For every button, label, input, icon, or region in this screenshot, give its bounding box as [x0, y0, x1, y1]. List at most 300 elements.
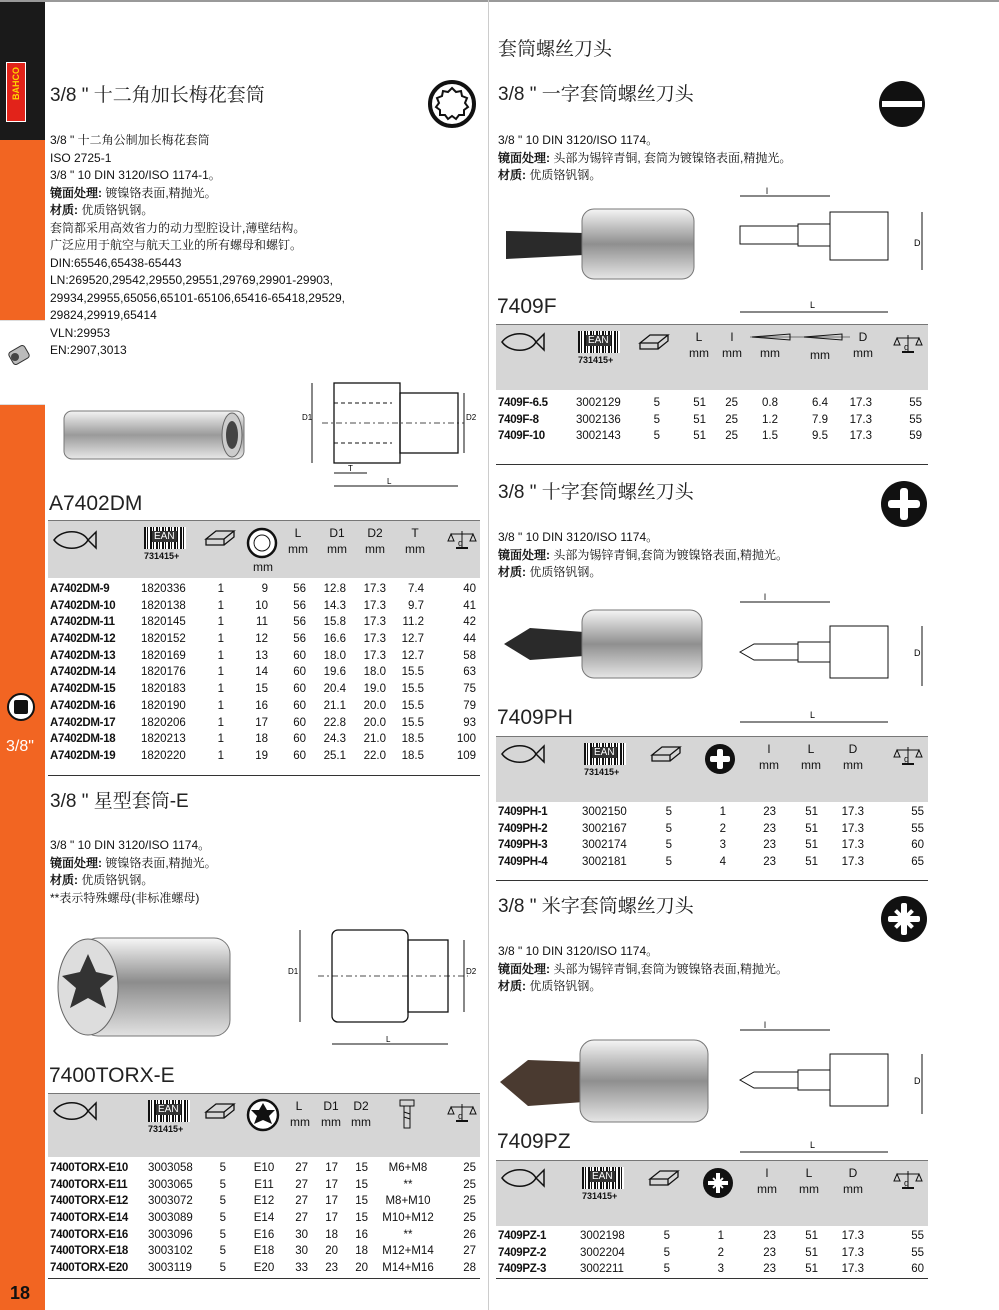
blade-profile-icon: [750, 331, 850, 343]
cell-l: 56: [293, 616, 306, 629]
cell-pack: 1: [217, 666, 224, 679]
table-row: [48, 748, 480, 765]
cell-size: E14: [253, 1212, 275, 1225]
cell-ean: 3002198: [580, 1230, 625, 1242]
cell-pack: 1: [217, 633, 224, 646]
cell-article: A7402DM-19: [50, 749, 116, 762]
table-row: [48, 1260, 480, 1277]
cell-l: 60: [293, 649, 306, 662]
col-unit: mm: [760, 346, 780, 360]
cell-article: 7409PH-1: [498, 806, 548, 818]
dim-label-d1: D1: [302, 413, 313, 422]
cell-weight: 59: [909, 430, 922, 443]
cell-weight: 55: [909, 413, 922, 426]
ean-code: 731415+: [584, 767, 620, 777]
finish-label: 镜面处理:: [50, 855, 102, 870]
cell-size: 4: [719, 856, 726, 869]
ean-barcode: [578, 331, 628, 367]
material-label: 材质:: [498, 168, 526, 182]
cell-pack: 5: [653, 397, 660, 409]
cell-article: 7409PZ-1: [498, 1230, 547, 1242]
col-unit: mm: [843, 758, 863, 772]
cell-d1: 15.8: [323, 616, 346, 629]
ean-barcode: [148, 1100, 198, 1136]
dim-label-t: T: [348, 464, 353, 473]
cell-thread: M12+M14: [382, 1245, 434, 1258]
table-row: [48, 1177, 480, 1194]
table-row: [48, 681, 480, 698]
col-unit: mm: [801, 758, 821, 772]
col-header-l: L: [805, 1166, 813, 1180]
description: [498, 943, 938, 996]
cell-l: 56: [293, 633, 306, 646]
col-header-d2: D2: [353, 1099, 369, 1113]
cell-d2: 15: [355, 1212, 368, 1225]
ean-code: 731415+: [148, 1124, 184, 1134]
cell-size: 14: [255, 666, 268, 679]
ean-code: 731415+: [144, 551, 180, 561]
table-row: [48, 598, 480, 615]
cell-d: 17.3: [849, 430, 872, 443]
col-header-l-small: l: [767, 742, 771, 756]
cell-pack: 1: [217, 616, 224, 629]
table-row: [48, 1210, 480, 1227]
table-row: [48, 1160, 480, 1177]
cell-l: 60: [293, 683, 306, 696]
cell-weight: 65: [911, 856, 924, 869]
cell-t: 15.5: [401, 716, 424, 729]
table-row: [48, 581, 480, 598]
cell-weight: 41: [463, 599, 476, 612]
cell-article: 7409PH-4: [498, 856, 548, 869]
col-unit-g: g: [458, 538, 464, 548]
desc-line: 3/8 " 10 DIN 3120/ISO 1174。: [498, 530, 659, 544]
cell-size: 16: [255, 699, 268, 712]
col-unit-g: g: [904, 1178, 910, 1188]
fish-icon: [52, 1100, 98, 1122]
table-row: [496, 1261, 928, 1278]
cell-d1: 18: [325, 1228, 338, 1241]
finish-label: 镜面处理:: [498, 961, 550, 976]
col-header-d1: D1: [323, 1099, 339, 1113]
cell-size: 10: [255, 599, 268, 612]
cell-pack: 1: [217, 716, 224, 729]
section-title: 3/8 " 星型套筒-E: [50, 791, 189, 812]
table-row: [496, 804, 928, 821]
cell-t: 18.5: [401, 733, 424, 746]
cell-l: 51: [805, 1263, 818, 1276]
cell-l: 51: [805, 1230, 818, 1242]
col-unit: mm: [799, 1182, 819, 1196]
dim-label-d: D: [914, 1076, 921, 1086]
cell-pack: 1: [217, 749, 224, 762]
ean-barcode: [582, 1167, 632, 1203]
table-header: [48, 520, 480, 578]
cell-d2: 17.3: [363, 583, 386, 595]
cell-ean: 3003072: [148, 1195, 193, 1208]
cell-d1: 18.0: [323, 649, 346, 662]
description: [50, 132, 480, 360]
cell-d2: 18.0: [363, 666, 386, 679]
col-unit: mm: [405, 542, 425, 556]
cell-d: 17.3: [849, 413, 872, 426]
cell-weight: 25: [463, 1162, 476, 1174]
cell-article: A7402DM-9: [50, 583, 110, 595]
product-code: 7409F: [497, 295, 557, 318]
torx-icon: [246, 1098, 280, 1132]
material-text: 优质铬钒钢。: [78, 203, 154, 217]
dimension-drawing: [736, 186, 931, 316]
cell-thread: M14+M16: [382, 1262, 434, 1275]
cell-t: 18.5: [401, 749, 424, 762]
col-unit-g: g: [904, 342, 910, 352]
cell-l-small: 25: [725, 413, 738, 426]
cell-thread: M10+M12: [382, 1212, 434, 1225]
cell-ean: 1820152: [141, 633, 186, 646]
product-code: 7400TORX-E: [49, 1064, 175, 1087]
finish-text: 头部为锡锌青铜,套筒为镀镍铬表面,精抛光。: [550, 961, 789, 976]
cell-weight: 55: [909, 397, 922, 409]
cell-ean: 3002181: [582, 856, 627, 869]
cell-article: A7402DM-14: [50, 666, 116, 679]
dim-label-d: D: [914, 238, 921, 248]
cell-l: 51: [805, 822, 818, 835]
cell-size: 3: [717, 1263, 724, 1276]
desc-line: 29934,29955,65056,65101-65106,65416-65418,29529,: [50, 290, 345, 305]
cell-d1: 20: [325, 1245, 338, 1258]
finish-label: 镜面处理:: [498, 150, 550, 165]
cell-l: 60: [293, 733, 306, 746]
pozidriv-small-icon: [702, 1167, 734, 1199]
cell-ean: 1820138: [141, 599, 186, 612]
cell-blade-width: 7.9: [812, 413, 828, 426]
cell-pack: 5: [219, 1228, 226, 1241]
cell-t: 11.2: [402, 616, 424, 629]
slotted-icon: [878, 80, 926, 128]
cell-d2: 17.3: [363, 649, 386, 662]
desc-line: 3/8 " 十二角公制加长梅花套筒: [50, 133, 210, 147]
section-title: 3/8 " 米字套筒螺丝刀头: [498, 896, 694, 917]
cell-weight: 79: [463, 699, 476, 712]
cell-ean: 1820220: [141, 749, 186, 762]
table-row: [496, 1245, 928, 1262]
divider: [48, 775, 480, 776]
dim-label-l: L: [387, 477, 392, 486]
cell-size: 18: [255, 733, 268, 746]
cell-pack: 5: [663, 1230, 670, 1242]
cell-ean: 1820145: [141, 616, 186, 629]
cell-l: 56: [293, 583, 306, 595]
table-row: [48, 664, 480, 681]
cell-size: E10: [253, 1162, 275, 1174]
col-unit: mm: [327, 542, 347, 556]
product-photo-deep-socket: [62, 405, 247, 465]
table-a7402dm: [48, 581, 480, 765]
col-unit: mm: [759, 758, 779, 772]
cell-thread: M8+M10: [385, 1195, 431, 1208]
cell-pack: 5: [219, 1162, 226, 1174]
table-7409ph: [496, 804, 928, 871]
col-unit: mm: [351, 1115, 371, 1129]
cell-weight: 40: [463, 583, 476, 595]
drive-size-label: 3/8": [6, 738, 34, 755]
cell-size: 1: [717, 1230, 724, 1242]
package-icon: [204, 527, 236, 549]
table-row: [48, 648, 480, 665]
square-drive-icon: [6, 692, 36, 722]
col-unit: mm: [853, 346, 873, 360]
finish-text: 头部为锡锌青铜, 套筒为镀镍铬表面,精抛光。: [550, 150, 792, 165]
col-unit: mm: [757, 1182, 777, 1196]
product-code: 7409PZ: [497, 1130, 571, 1153]
material-text: 优质铬钒钢。: [78, 873, 154, 887]
cell-ean: 3002150: [582, 806, 627, 818]
col-header-d2: D2: [367, 526, 383, 540]
cell-t: 12.7: [401, 649, 424, 662]
cell-l: 30: [295, 1228, 308, 1241]
col-unit: mm: [253, 560, 273, 574]
cell-pack: 5: [663, 1246, 670, 1259]
dimension-drawing: [736, 590, 931, 726]
cell-thread: M6+M8: [388, 1162, 428, 1174]
cell-article: 7400TORX-E18: [50, 1245, 129, 1258]
cell-pack: 5: [219, 1245, 226, 1258]
cell-blade-thickness: 1.2: [762, 413, 778, 426]
cell-t: 15.5: [401, 666, 424, 679]
cell-ean: 1820183: [141, 683, 186, 696]
divider: [48, 1278, 480, 1279]
twelve-point-icon: [428, 80, 476, 128]
cell-pack: 5: [219, 1178, 226, 1191]
cell-l-small: 23: [763, 822, 776, 835]
section-title: 3/8 " 一字套筒螺丝刀头: [498, 84, 694, 105]
col-header-l: L: [295, 1099, 303, 1113]
material-label: 材质:: [50, 873, 78, 887]
dim-label-d2: D2: [466, 413, 477, 422]
cell-article: A7402DM-15: [50, 683, 116, 696]
cell-l: 51: [805, 856, 818, 869]
cell-d2: 17.3: [363, 616, 386, 629]
cell-l-small: 23: [763, 1246, 776, 1259]
cell-d: 17.3: [849, 397, 872, 409]
cell-d1: 12.8: [323, 583, 346, 595]
desc-line: 3/8 " 10 DIN 3120/ISO 1174-1。: [50, 168, 221, 182]
cell-size: 9: [261, 583, 268, 595]
page-number: 18: [10, 1283, 31, 1303]
phillips-small-icon: [704, 743, 736, 775]
cell-l-small: 23: [763, 1263, 776, 1276]
cell-d1: 23: [325, 1262, 338, 1275]
finish-line: [498, 961, 938, 979]
table-row: [496, 395, 928, 412]
cell-article: 7409F-10: [498, 430, 545, 443]
cell-l: 51: [805, 839, 818, 852]
ean-barcode: [144, 527, 194, 563]
col-header-l: L: [695, 330, 703, 344]
ean-label: EAN: [154, 531, 175, 542]
col-header-l-small: l: [730, 330, 734, 344]
material-label: 材质:: [498, 979, 526, 993]
cell-d1: 16.6: [323, 633, 346, 646]
table-7400torx-e: [48, 1160, 480, 1277]
cell-pack: 1: [217, 683, 224, 696]
cell-ean: 1820176: [141, 666, 186, 679]
cell-ean: 1820206: [141, 716, 186, 729]
material-line: [498, 564, 938, 582]
sidebar-band: [0, 140, 45, 320]
cell-d: 17.3: [841, 806, 864, 818]
cell-article: A7402DM-18: [50, 733, 116, 746]
cell-thread: **: [403, 1178, 413, 1191]
dim-label-l: L: [810, 710, 816, 720]
desc-line: EN:2907,3013: [50, 343, 127, 357]
cell-size: 2: [717, 1246, 724, 1259]
twelve-point-small-icon: [246, 527, 278, 559]
cell-ean: 3003119: [148, 1262, 192, 1275]
cell-article: A7402DM-10: [50, 599, 116, 612]
cell-l-small: 23: [763, 839, 776, 852]
cell-pack: 5: [663, 1263, 670, 1276]
table-header: [496, 1160, 928, 1226]
cell-weight: 60: [911, 839, 924, 852]
cell-d1: 17: [325, 1162, 338, 1174]
cell-l: 27: [295, 1178, 308, 1191]
cell-ean: 3003065: [148, 1178, 193, 1191]
cell-size: 2: [719, 822, 726, 835]
fish-icon: [52, 529, 98, 551]
material-label: 材质:: [50, 203, 78, 217]
material-text: 优质铬钒钢。: [526, 565, 602, 579]
brand-name: BAHCO: [11, 67, 21, 100]
col-unit: mm: [288, 542, 308, 556]
section-title: 3/8 " 十字套筒螺丝刀头: [498, 482, 694, 503]
material-line: [498, 167, 938, 185]
col-header-l-small: l: [765, 1166, 769, 1180]
finish-label: 镜面处理:: [498, 547, 550, 562]
dimension-drawing: [292, 378, 477, 493]
cell-weight: 28: [463, 1262, 476, 1275]
cell-article: 7409F-6.5: [498, 397, 548, 409]
material-label: 材质:: [498, 565, 526, 579]
cell-pack: 5: [219, 1195, 226, 1208]
desc-line: 3/8 " 10 DIN 3120/ISO 1174。: [498, 944, 659, 958]
material-text: 优质铬钒钢。: [526, 979, 602, 993]
cell-size: E16: [253, 1228, 275, 1241]
cell-pack: 1: [217, 583, 224, 595]
cell-weight: 42: [463, 616, 476, 629]
ean-code: 731415+: [582, 1191, 618, 1201]
table-row: [48, 614, 480, 631]
cell-ean: 3002204: [580, 1246, 625, 1259]
cell-article: A7402DM-11: [50, 616, 115, 629]
package-icon: [650, 743, 682, 765]
cell-article: 7400TORX-E20: [50, 1262, 129, 1275]
finish-line: [498, 547, 938, 565]
product-photo-pozidriv-bit: [498, 1030, 710, 1130]
product-code: 7409PH: [497, 706, 573, 729]
cell-d2: 18: [355, 1245, 368, 1258]
cell-article: 7400TORX-E10: [50, 1162, 129, 1174]
cell-weight: 25: [463, 1212, 476, 1225]
cell-size: E12: [253, 1195, 275, 1208]
cell-blade-thickness: 0.8: [762, 397, 778, 409]
package-icon: [648, 1167, 680, 1189]
fish-icon: [500, 1167, 546, 1189]
cell-ean: 1820213: [141, 733, 186, 746]
col-unit: mm: [722, 346, 742, 360]
table-7409pz: [496, 1228, 928, 1278]
cell-l-small: 23: [763, 1230, 776, 1242]
cell-d2: 15: [355, 1195, 368, 1208]
table-row: [48, 1243, 480, 1260]
cell-l: 51: [693, 430, 706, 443]
cell-d2: 15: [355, 1178, 368, 1191]
cell-d2: 17.3: [363, 599, 386, 612]
cell-article: 7409PH-2: [498, 822, 548, 835]
cell-l: 60: [293, 699, 306, 712]
cell-d2: 19.0: [363, 683, 386, 696]
cell-size: 3: [719, 839, 726, 852]
desc-line: 套筒都采用高效省力的动力型腔设计,薄壁结构。: [50, 220, 306, 235]
cell-article: A7402DM-13: [50, 649, 116, 662]
cell-weight: 44: [463, 633, 476, 646]
bolt-icon: [398, 1098, 416, 1132]
divider: [496, 1278, 928, 1279]
cell-d2: 20.0: [363, 699, 386, 712]
col-unit: mm: [810, 348, 830, 362]
cell-article: 7409F-8: [498, 413, 539, 426]
cell-thread: **: [403, 1228, 413, 1241]
cell-ean: 1820336: [141, 583, 186, 595]
cell-d1: 20.4: [323, 683, 346, 696]
material-line: [50, 872, 480, 890]
cell-l: 27: [295, 1162, 308, 1174]
cell-l: 33: [295, 1262, 308, 1275]
description: [498, 529, 938, 582]
cell-size: 12: [255, 633, 268, 646]
cell-article: A7402DM-16: [50, 699, 116, 712]
cell-d2: 15: [355, 1162, 368, 1174]
description: [50, 837, 480, 907]
col-header-l: L: [294, 526, 302, 540]
table-row: [48, 631, 480, 648]
cell-size: E20: [253, 1262, 275, 1275]
cell-pack: 5: [219, 1262, 226, 1275]
dim-label-l: L: [386, 1035, 391, 1044]
note-line: **表示特殊螺母(非标准螺母): [50, 890, 200, 905]
cell-article: A7402DM-12: [50, 633, 116, 646]
cell-weight: 25: [463, 1178, 476, 1191]
dim-label-l: L: [810, 300, 816, 310]
table-row: [48, 698, 480, 715]
cell-l: 60: [293, 749, 306, 762]
cell-weight: 27: [463, 1245, 476, 1258]
dim-label-l-small: l: [766, 186, 768, 196]
cell-l: 56: [293, 599, 306, 612]
cell-ean: 3002136: [576, 413, 621, 426]
table-row: [48, 715, 480, 732]
cell-pack: 5: [665, 856, 672, 869]
cell-l-small: 25: [725, 397, 738, 409]
cell-pack: 1: [217, 649, 224, 662]
cell-weight: 26: [463, 1228, 476, 1241]
cell-l: 51: [805, 1246, 818, 1259]
finish-line: [50, 185, 480, 203]
cell-d2: 17.3: [363, 633, 386, 646]
cell-weight: 55: [911, 1230, 924, 1242]
desc-line: VLN:29953: [50, 325, 111, 340]
fish-icon: [500, 331, 546, 353]
